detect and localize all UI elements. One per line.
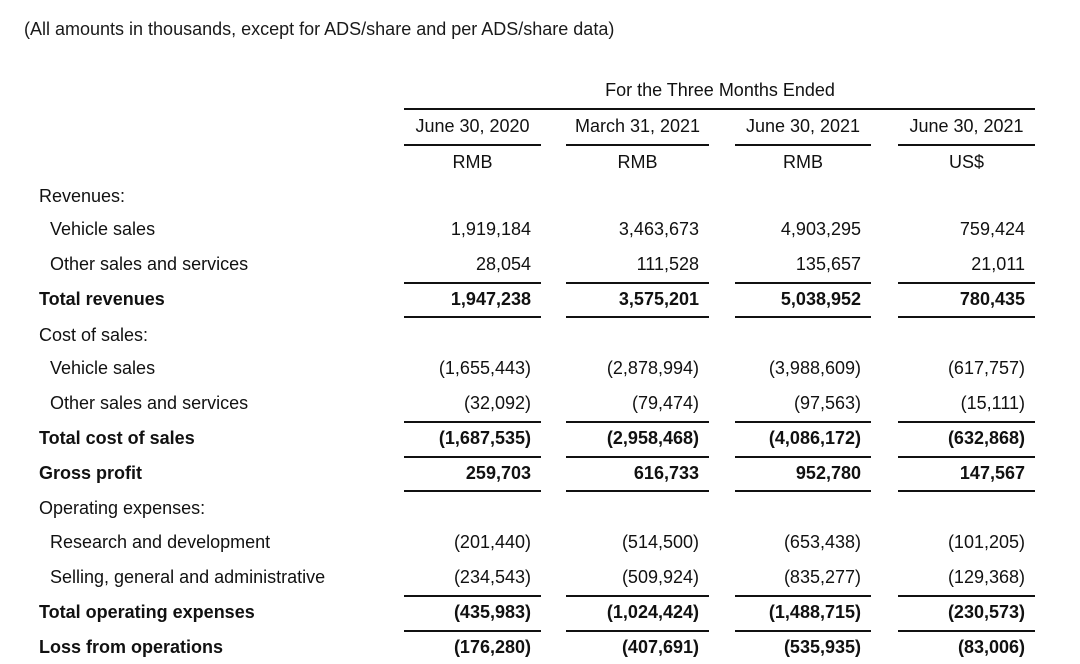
subtotal-rule <box>735 421 871 423</box>
column-header-rule <box>735 144 871 146</box>
column-date-header: March 31, 2021 <box>574 116 701 136</box>
subtotal-rule <box>404 421 541 423</box>
row-value: (617,757) <box>947 358 1025 378</box>
column-date-header: June 30, 2020 <box>415 116 530 136</box>
row-value: 28,054 <box>475 254 531 274</box>
subtotal-rule <box>735 630 871 632</box>
row-value: (653,438) <box>783 532 861 552</box>
subtotal-rule <box>898 630 1035 632</box>
row-label: Operating expenses: <box>39 498 206 518</box>
total-rule <box>566 316 709 318</box>
row-value: 147,567 <box>959 463 1025 483</box>
row-value: (176,280) <box>453 637 531 657</box>
row-value: 111,528 <box>636 254 699 274</box>
row-label: Total revenues <box>39 289 165 309</box>
column-currency-header: RMB <box>617 152 658 172</box>
subtotal-rule <box>898 282 1035 284</box>
subtotal-rule <box>404 456 541 458</box>
subtotal-rule <box>566 421 709 423</box>
row-value: (2,958,468) <box>606 428 699 448</box>
row-value: (4,086,172) <box>768 428 861 448</box>
row-value: 1,947,238 <box>450 289 531 309</box>
subtotal-rule <box>404 595 541 597</box>
subtotal-rule <box>898 421 1035 423</box>
row-value: (15,111) <box>960 393 1025 413</box>
row-value: (1,655,443) <box>438 358 531 378</box>
subtotal-rule <box>404 630 541 632</box>
row-value: (435,983) <box>453 602 531 622</box>
row-value: (201,440) <box>453 532 531 552</box>
row-value: 135,657 <box>795 254 861 274</box>
row-value: (835,277) <box>783 567 861 587</box>
subtotal-rule <box>735 456 871 458</box>
row-label: Vehicle sales <box>50 358 156 378</box>
total-rule <box>566 490 709 492</box>
subtotal-rule <box>566 595 709 597</box>
row-label: Selling, general and administrative <box>50 567 326 587</box>
column-header-rule <box>404 144 541 146</box>
column-currency-header: RMB <box>783 152 823 172</box>
row-value: 780,435 <box>959 289 1025 309</box>
row-value: 5,038,952 <box>780 289 861 309</box>
row-value: 3,463,673 <box>618 219 699 239</box>
period-header: For the Three Months Ended <box>605 80 835 100</box>
row-value: 3,575,201 <box>618 289 699 309</box>
row-value: (3,988,609) <box>768 358 861 378</box>
row-value: 4,903,295 <box>780 219 861 239</box>
row-value: 616,733 <box>633 463 699 483</box>
subtotal-rule <box>404 282 541 284</box>
subtotal-rule <box>735 595 871 597</box>
row-label: Revenues: <box>39 186 126 206</box>
period-header-rule <box>404 108 1035 110</box>
row-value: (1,687,535) <box>438 428 531 448</box>
row-value: 21,011 <box>971 254 1025 274</box>
row-label: Loss from operations <box>39 637 224 657</box>
subtotal-rule <box>898 595 1035 597</box>
subtotal-rule <box>735 282 871 284</box>
row-label: Total operating expenses <box>39 602 255 622</box>
row-value: (632,868) <box>947 428 1025 448</box>
row-value: 1,919,184 <box>450 219 531 239</box>
row-label: Vehicle sales <box>50 219 156 239</box>
column-date-header: June 30, 2021 <box>909 116 1024 136</box>
row-value: (32,092) <box>463 393 531 413</box>
row-value: (535,935) <box>783 637 861 657</box>
row-label: Other sales and services <box>50 393 249 413</box>
row-label: Total cost of sales <box>39 428 195 448</box>
subtotal-rule <box>566 456 709 458</box>
total-rule <box>898 490 1035 492</box>
column-header-rule <box>566 144 709 146</box>
row-value: (230,573) <box>947 602 1025 622</box>
row-label: Gross profit <box>39 463 143 483</box>
row-value: (2,878,994) <box>606 358 699 378</box>
total-rule <box>735 316 871 318</box>
row-value: (79,474) <box>631 393 699 413</box>
total-rule <box>735 490 871 492</box>
row-value: (509,924) <box>621 567 699 587</box>
column-header-rule <box>898 144 1035 146</box>
total-rule <box>404 316 541 318</box>
row-value: (101,205) <box>947 532 1025 552</box>
subtotal-rule <box>566 630 709 632</box>
row-value: (97,563) <box>793 393 861 413</box>
row-value: (1,488,715) <box>768 602 861 622</box>
row-value: (1,024,424) <box>606 602 699 622</box>
total-rule <box>898 316 1035 318</box>
column-currency-header: US$ <box>948 152 984 172</box>
row-value: (129,368) <box>947 567 1025 587</box>
row-value: 759,424 <box>959 219 1025 239</box>
column-date-header: June 30, 2021 <box>745 116 861 136</box>
row-value: 259,703 <box>465 463 531 483</box>
column-currency-header: RMB <box>452 152 493 172</box>
row-label: Research and development <box>50 532 271 552</box>
row-value: (514,500) <box>621 532 699 552</box>
subtotal-rule <box>898 456 1035 458</box>
row-value: (83,006) <box>957 637 1025 657</box>
row-value: 952,780 <box>795 463 861 483</box>
row-value: (407,691) <box>621 637 699 657</box>
total-rule <box>404 490 541 492</box>
row-label: Cost of sales: <box>39 325 149 345</box>
row-label: Other sales and services <box>50 254 249 274</box>
units-note: (All amounts in thousands, except for ADS/share and per ADS/share data) <box>24 19 615 39</box>
row-value: (234,543) <box>453 567 531 587</box>
subtotal-rule <box>566 282 709 284</box>
